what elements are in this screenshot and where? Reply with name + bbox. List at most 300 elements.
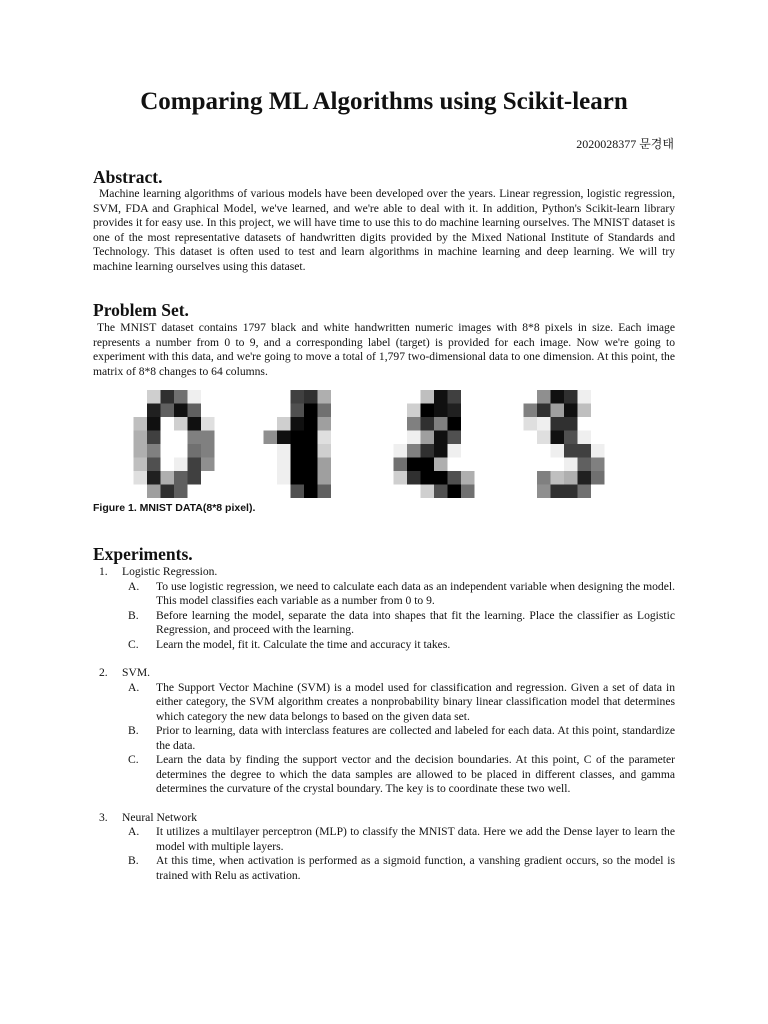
digit-pixel: [421, 458, 435, 472]
digit-pixel: [380, 404, 394, 418]
digit-pixel: [510, 390, 524, 404]
digit-pixel: [318, 404, 332, 418]
digit-pixel: [524, 444, 538, 458]
digit-pixel: [134, 417, 148, 431]
digit-pixel: [394, 471, 408, 485]
digit-pixel: [331, 431, 345, 445]
digit-pixel: [161, 431, 175, 445]
digit-pixel: [250, 417, 264, 431]
digit-pixel: [120, 404, 134, 418]
digit-pixel: [188, 485, 202, 499]
digit-pixel: [174, 417, 188, 431]
digit-pixel: [591, 390, 605, 404]
digit-pixel: [578, 390, 592, 404]
digit-pixel: [291, 485, 305, 499]
digit-pixel: [215, 390, 229, 404]
digit-pixel: [291, 431, 305, 445]
digit-pixel: [380, 444, 394, 458]
sub-item-letter: C.: [128, 637, 139, 651]
digit-pixel: [434, 471, 448, 485]
sub-item-letter: A.: [128, 579, 140, 593]
digit-pixel: [215, 485, 229, 499]
digit-pixel: [304, 485, 318, 499]
problem-set-text: The MNIST dataset contains 1797 black and white handwritten numeric images with 8*8 pixels in size. Each image represents a number from 0 to 9, and a corresponding label (target) is provided for each image. Now we're going to experiment with this data, and we're going to move a total of 1,797 two-dimensional data to one dimension. At this point, the matrix of 8*8 changes to 64 columns.: [93, 321, 675, 378]
digit-pixel: [331, 458, 345, 472]
digit-pixel: [134, 431, 148, 445]
sub-item-letter: C.: [128, 753, 139, 766]
digit-pixel: [551, 458, 565, 472]
digit-pixel: [524, 458, 538, 472]
digit-pixel: [291, 417, 305, 431]
digit-pixel: [380, 471, 394, 485]
digit-pixel: [605, 404, 619, 418]
digit-pixel: [277, 417, 291, 431]
digit-pixel: [510, 404, 524, 418]
digit-pixel: [250, 431, 264, 445]
digit-pixel: [537, 458, 551, 472]
digit-pixel: [564, 458, 578, 472]
digit-pixel: [394, 417, 408, 431]
digit-pixel: [318, 458, 332, 472]
experiment-item-svm: [93, 666, 675, 797]
digit-pixel: [201, 431, 215, 445]
abstract-heading: Abstract.: [93, 167, 163, 187]
digit-pixel: [537, 417, 551, 431]
digit-pixel: [174, 458, 188, 472]
sub-item-text: Prior to learning, data with interclass features are collected and labeled for each data. At this point, standardize the data.: [156, 724, 675, 752]
digit-pixel: [250, 485, 264, 499]
digit-pixel: [174, 390, 188, 404]
digit-pixel: [407, 444, 421, 458]
digit-pixel: [564, 444, 578, 458]
digit-pixel: [161, 417, 175, 431]
sub-item: [128, 724, 675, 753]
digit-pixel: [448, 458, 462, 472]
digit-pixel: [277, 471, 291, 485]
sub-item-text: To use logistic regression, we need to calculate each data as an independent variable when designing the model. This model classifies each variable as a number from 0 to 9.: [156, 579, 675, 607]
digit-pixel: [201, 417, 215, 431]
digit-pixel: [461, 471, 475, 485]
digit-pixel: [161, 471, 175, 485]
digit-pixel: [407, 458, 421, 472]
digit-pixel: [421, 431, 435, 445]
digit-pixel: [250, 444, 264, 458]
digit-pixel: [448, 431, 462, 445]
digit-pixel: [120, 417, 134, 431]
digit-pixel: [331, 390, 345, 404]
digit-pixel: [605, 390, 619, 404]
digit-pixel: [591, 431, 605, 445]
digit-pixel: [215, 444, 229, 458]
digit-pixel: [407, 471, 421, 485]
digit-pixel: [510, 471, 524, 485]
digit-pixel: [264, 444, 278, 458]
digit-pixel: [537, 390, 551, 404]
digit-pixel: [591, 404, 605, 418]
digit-pixel: [510, 444, 524, 458]
digit-pixel: [318, 431, 332, 445]
digit-pixel: [461, 390, 475, 404]
digit-pixel: [578, 485, 592, 499]
sub-item-text: At this time, when activation is performed as a sigmoid function, a vanshing gradient occurs, so the model is trained with Relu as activation.: [156, 854, 675, 882]
digit-pixel: [188, 417, 202, 431]
digit-pixel: [407, 485, 421, 499]
digit-pixel: [448, 485, 462, 499]
digit-pixel: [264, 471, 278, 485]
problem-set-heading: Problem Set.: [93, 300, 189, 320]
experiment-title: Logistic Regression.: [122, 565, 218, 578]
sub-item-letter: B.: [128, 608, 139, 622]
digit-pixel: [201, 458, 215, 472]
digit-pixel: [524, 485, 538, 499]
digit-pixel: [161, 458, 175, 472]
digit-pixel: [250, 390, 264, 404]
digit-pixel: [318, 485, 332, 499]
digit-pixel: [475, 471, 489, 485]
digit-pixel: [318, 390, 332, 404]
digit-pixel: [188, 471, 202, 485]
digit-pixel: [134, 404, 148, 418]
digit-pixel: [264, 485, 278, 499]
digit-pixel: [578, 444, 592, 458]
digit-pixel: [215, 471, 229, 485]
digit-pixel: [434, 390, 448, 404]
figure-caption: Figure 1. MNIST DATA(8*8 pixel).: [93, 502, 256, 514]
digit-pixel: [448, 444, 462, 458]
digit-pixel: [510, 431, 524, 445]
digit-pixel: [475, 404, 489, 418]
digit-pixel: [537, 471, 551, 485]
digit-pixel: [304, 444, 318, 458]
digit-pixel: [215, 431, 229, 445]
experiments-list: [93, 565, 675, 883]
digit-pixel: [510, 485, 524, 499]
digit-pixel: [524, 390, 538, 404]
digit-pixel: [434, 458, 448, 472]
digit-pixel: [264, 417, 278, 431]
digit-pixel: [188, 444, 202, 458]
digit-pixel: [551, 485, 565, 499]
digit-pixel: [551, 417, 565, 431]
digit-pixel: [345, 390, 359, 404]
digit-pixel: [421, 390, 435, 404]
digit-pixel: [134, 444, 148, 458]
digit-image: [380, 390, 488, 498]
digit-pixel: [524, 471, 538, 485]
digit-pixel: [120, 444, 134, 458]
digit-pixel: [394, 444, 408, 458]
sub-item: [128, 680, 675, 725]
experiment-number: 3.: [99, 810, 108, 824]
digit-pixel: [394, 485, 408, 499]
digit-pixel: [277, 404, 291, 418]
digit-pixel: [215, 417, 229, 431]
digit-pixel: [345, 471, 359, 485]
digit-pixel: [448, 404, 462, 418]
digit-pixel: [421, 471, 435, 485]
digit-pixel: [564, 404, 578, 418]
digit-pixel: [564, 390, 578, 404]
digit-image: [120, 390, 228, 498]
digit-pixel: [174, 444, 188, 458]
digit-pixel: [304, 431, 318, 445]
digit-pixel: [551, 471, 565, 485]
digit-pixel: [304, 390, 318, 404]
digit-pixel: [277, 444, 291, 458]
digit-pixel: [524, 417, 538, 431]
digit-pixel: [394, 390, 408, 404]
mnist-digit-figure: [120, 390, 640, 498]
digit-image: [510, 390, 618, 498]
digit-pixel: [147, 444, 161, 458]
digit-pixel: [448, 390, 462, 404]
digit-pixel: [475, 444, 489, 458]
digit-pixel: [147, 485, 161, 499]
digit-pixel: [250, 458, 264, 472]
digit-pixel: [161, 404, 175, 418]
digit-pixel: [134, 390, 148, 404]
digit-pixel: [380, 390, 394, 404]
digit-pixel: [578, 471, 592, 485]
digit-pixel: [475, 417, 489, 431]
digit-pixel: [134, 471, 148, 485]
sub-item: [128, 753, 675, 797]
digit-pixel: [188, 390, 202, 404]
digit-pixel: [277, 390, 291, 404]
digit-pixel: [551, 390, 565, 404]
digit-pixel: [605, 444, 619, 458]
digit-pixel: [591, 471, 605, 485]
digit-pixel: [215, 458, 229, 472]
digit-pixel: [605, 458, 619, 472]
digit-pixel: [161, 390, 175, 404]
digit-pixel: [591, 417, 605, 431]
digit-pixel: [407, 390, 421, 404]
digit-pixel: [134, 485, 148, 499]
digit-pixel: [537, 404, 551, 418]
digit-pixel: [461, 417, 475, 431]
digit-pixel: [394, 431, 408, 445]
digit-pixel: [147, 404, 161, 418]
digit-pixel: [510, 417, 524, 431]
digit-pixel: [605, 485, 619, 499]
digit-pixel: [291, 471, 305, 485]
digit-pixel: [201, 471, 215, 485]
digit-pixel: [345, 431, 359, 445]
digit-pixel: [318, 471, 332, 485]
digit-pixel: [578, 431, 592, 445]
experiment-item-neural-network: [93, 811, 675, 884]
digit-pixel: [524, 431, 538, 445]
digit-pixel: [434, 404, 448, 418]
digit-pixel: [345, 444, 359, 458]
digit-pixel: [564, 431, 578, 445]
author-line: 2020028377 문경태: [576, 137, 674, 151]
digit-pixel: [331, 471, 345, 485]
digit-pixel: [304, 471, 318, 485]
sub-item-letter: A.: [128, 825, 140, 838]
digit-pixel: [421, 417, 435, 431]
digit-pixel: [291, 458, 305, 472]
digit-pixel: [475, 458, 489, 472]
digit-pixel: [318, 417, 332, 431]
digit-pixel: [304, 404, 318, 418]
digit-pixel: [331, 417, 345, 431]
digit-pixel: [475, 390, 489, 404]
experiments-heading: Experiments.: [93, 544, 193, 564]
digit-pixel: [174, 471, 188, 485]
digit-pixel: [188, 431, 202, 445]
digit-pixel: [345, 458, 359, 472]
digit-pixel: [421, 444, 435, 458]
digit-pixel: [345, 485, 359, 499]
digit-pixel: [291, 390, 305, 404]
digit-pixel: [380, 485, 394, 499]
sub-item: [128, 825, 675, 854]
sub-item-text: The Support Vector Machine (SVM) is a model used for classification and regression. Given a set of data in either category, the SVM algorithm creates a nonprobability binary linear classification model that determines which category the new data belongs to based on the given data set.: [156, 680, 675, 723]
paper-title: Comparing ML Algorithms using Scikit-learn: [140, 88, 628, 115]
digit-pixel: [250, 404, 264, 418]
digit-pixel: [201, 485, 215, 499]
digit-pixel: [120, 390, 134, 404]
digit-pixel: [434, 485, 448, 499]
digit-pixel: [331, 485, 345, 499]
digit-pixel: [407, 431, 421, 445]
digit-pixel: [591, 485, 605, 499]
digit-pixel: [147, 390, 161, 404]
digit-pixel: [174, 485, 188, 499]
digit-pixel: [215, 404, 229, 418]
digit-pixel: [134, 458, 148, 472]
digit-pixel: [434, 417, 448, 431]
digit-pixel: [147, 458, 161, 472]
digit-pixel: [407, 417, 421, 431]
digit-pixel: [331, 404, 345, 418]
digit-pixel: [524, 404, 538, 418]
digit-pixel: [564, 417, 578, 431]
digit-pixel: [510, 458, 524, 472]
sub-item: [128, 637, 675, 653]
digit-pixel: [291, 444, 305, 458]
digit-pixel: [201, 404, 215, 418]
digit-pixel: [264, 404, 278, 418]
digit-pixel: [407, 404, 421, 418]
sub-item-letter: B.: [128, 854, 139, 867]
digit-pixel: [421, 485, 435, 499]
sub-item-text: Before learning the model, separate the data into shapes that fit the learning. Place the classifier as Logistic Regression, and proceed with the learning.: [156, 608, 675, 636]
digit-pixel: [161, 444, 175, 458]
digit-image: [250, 390, 358, 498]
digit-pixel: [174, 404, 188, 418]
digit-pixel: [578, 458, 592, 472]
digit-pixel: [578, 404, 592, 418]
digit-pixel: [394, 404, 408, 418]
digit-pixel: [161, 485, 175, 499]
experiment-item-logistic-regression: [93, 565, 675, 652]
experiment-title: Neural Network: [122, 810, 198, 824]
digit-pixel: [475, 485, 489, 499]
digit-pixel: [250, 471, 264, 485]
digit-pixel: [421, 404, 435, 418]
digit-pixel: [304, 458, 318, 472]
experiment-number: 1.: [99, 565, 108, 578]
experiment-title: SVM.: [122, 666, 151, 679]
digit-pixel: [537, 444, 551, 458]
digit-pixel: [461, 458, 475, 472]
digit-pixel: [448, 471, 462, 485]
digit-pixel: [345, 417, 359, 431]
digit-pixel: [380, 431, 394, 445]
digit-pixel: [147, 471, 161, 485]
digit-pixel: [318, 444, 332, 458]
digit-pixel: [564, 485, 578, 499]
digit-pixel: [147, 431, 161, 445]
digit-pixel: [188, 458, 202, 472]
digit-pixel: [277, 431, 291, 445]
digit-pixel: [174, 431, 188, 445]
sub-item-text: Learn the data by finding the support vector and the decision boundaries. At this point, C of the parameter determines the degree to which the data samples are allowed to be placed in different classes, and gamma determines the curvature of the crystal boundary. The key is to coordinate these two well.: [156, 753, 675, 795]
sub-item-text: It utilizes a multilayer perceptron (MLP) to classify the MNIST data. Here we add the Dense layer to learn the model with multiple layers.: [156, 825, 675, 853]
digit-pixel: [291, 404, 305, 418]
digit-pixel: [331, 444, 345, 458]
sub-item-text: Learn the model, fit it. Calculate the time and accuracy it takes.: [156, 637, 451, 651]
digit-pixel: [304, 417, 318, 431]
digit-pixel: [264, 431, 278, 445]
digit-pixel: [448, 417, 462, 431]
digit-pixel: [434, 444, 448, 458]
digit-pixel: [120, 458, 134, 472]
digit-pixel: [394, 458, 408, 472]
experiment-number: 2.: [99, 666, 108, 679]
digit-pixel: [147, 417, 161, 431]
digit-pixel: [264, 458, 278, 472]
digit-pixel: [475, 431, 489, 445]
digit-pixel: [264, 390, 278, 404]
digit-pixel: [551, 431, 565, 445]
sub-item-letter: A.: [128, 680, 140, 694]
digit-pixel: [537, 431, 551, 445]
digit-pixel: [120, 431, 134, 445]
digit-pixel: [605, 417, 619, 431]
digit-pixel: [605, 431, 619, 445]
digit-pixel: [434, 431, 448, 445]
digit-pixel: [345, 404, 359, 418]
digit-pixel: [201, 444, 215, 458]
digit-pixel: [380, 417, 394, 431]
digit-pixel: [188, 404, 202, 418]
sub-item: [128, 854, 675, 883]
digit-pixel: [537, 485, 551, 499]
sub-item: [128, 608, 675, 638]
digit-pixel: [461, 431, 475, 445]
digit-pixel: [120, 485, 134, 499]
digit-pixel: [461, 485, 475, 499]
digit-pixel: [564, 471, 578, 485]
digit-pixel: [461, 404, 475, 418]
digit-pixel: [591, 458, 605, 472]
digit-pixel: [605, 471, 619, 485]
sub-item-letter: B.: [128, 724, 139, 737]
digit-pixel: [578, 417, 592, 431]
digit-pixel: [591, 444, 605, 458]
digit-pixel: [380, 458, 394, 472]
digit-pixel: [277, 458, 291, 472]
digit-pixel: [277, 485, 291, 499]
digit-pixel: [551, 444, 565, 458]
sub-item: [128, 579, 675, 609]
digit-pixel: [551, 404, 565, 418]
digit-pixel: [201, 390, 215, 404]
